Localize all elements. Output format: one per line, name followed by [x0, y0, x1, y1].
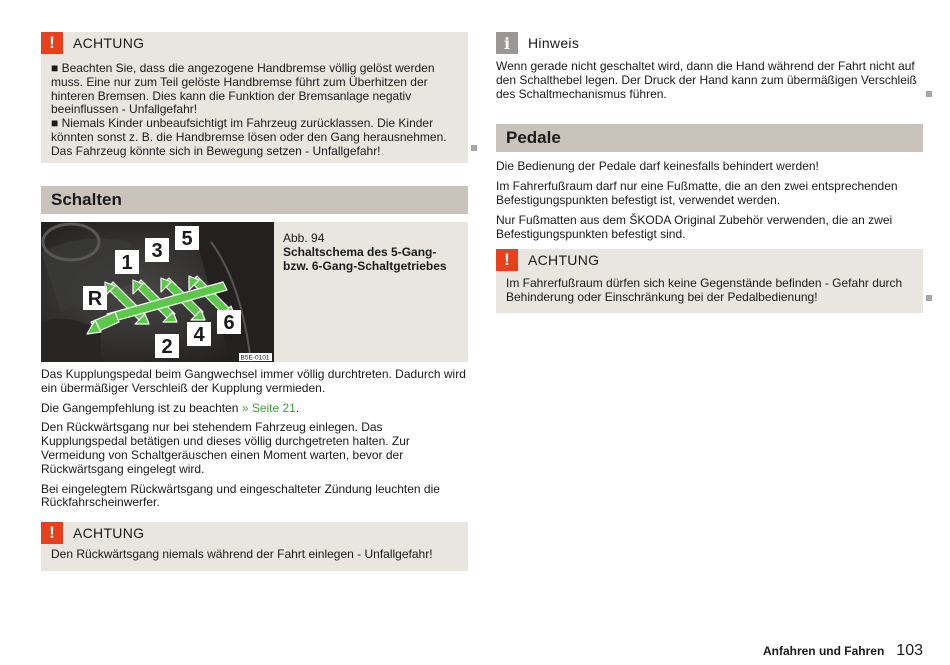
figure-caption	[283, 231, 463, 273]
figure-number: Abb. 94	[283, 231, 325, 245]
page-link[interactable]: » Seite 21	[241, 400, 296, 415]
gear-shift-diagram	[41, 222, 274, 362]
warning-icon: !	[496, 249, 518, 271]
paragraph: Bei eingelegtem Rückwärtsgang und eingeschalteter Zündung leuchten die Rückfahrscheinwerfer.	[41, 481, 440, 510]
section-heading-schalten: Schalten	[41, 186, 468, 214]
schalten-text	[41, 368, 468, 510]
gear-label: 5	[181, 228, 193, 250]
paragraph: Das Kupplungspedal beim Gangwechsel immer völlig durchtreten. Dadurch wird ein übermäßiger Verschleiß der Kupplung vermieden.	[41, 367, 466, 395]
paragraph: Nur Fußmatten aus dem ŠKODA Original Zubehör verwenden, die an zwei Befestigungspunkten befestigt sind.	[496, 212, 893, 241]
warning-box-handbrake	[41, 32, 468, 163]
paragraph	[41, 402, 468, 416]
note-body: Wenn gerade nicht geschaltet wird, dann die Hand während der Fahrt nicht auf den Schalthebel legen. Der Druck der Hand kann zum übermäßigen Verschleiß des Schaltmechanismus führen.	[496, 59, 917, 101]
paragraph: Die Bedienung der Pedale darf keinesfalls behindert werden!	[496, 159, 819, 174]
gear-label: 2	[161, 336, 173, 358]
warning-body: Im Fahrerfußraum dürfen sich keine Gegenstände befinden - Gefahr durch Behinderung oder Einschränkung bei der Pedalbedienung!	[506, 276, 903, 305]
gear-label: 3	[151, 240, 163, 262]
figure-gear-shift	[41, 222, 468, 362]
warning-title: ACHTUNG	[528, 252, 600, 269]
figure-code: B5E-0101	[240, 354, 270, 362]
left-column	[41, 32, 468, 571]
gear-label: 6	[223, 312, 235, 334]
paragraph: Im Fahrerfußraum darf nur eine Fußmatte, die an den zwei entsprechenden Befestigungspunkten befestigt ist, verwendet werden.	[496, 179, 898, 207]
page-number: 103	[896, 642, 923, 659]
footer-section-title: Anfahren und Fahren	[762, 644, 885, 658]
gear-label: 1	[121, 252, 133, 274]
pedale-text	[496, 160, 923, 241]
warning-icon: !	[41, 32, 63, 54]
note-box	[496, 32, 923, 101]
right-column	[496, 32, 923, 313]
warning-box-pedals	[496, 249, 923, 313]
warning-bullet: ■ Beachten Sie, dass die angezogene Handbremse völlig gelöst werden muss. Eine nur zum Teil gelöste Handbremse führt zum Überhitzen der hinteren Bremsen. Dies kann die Funktion der Bremsanlage negativ beeinflussen - Unfallgefahr!	[51, 61, 435, 117]
paragraph: Den Rückwärtsgang nur bei stehendem Fahrzeug einlegen. Das Kupplungspedal betätigen und dieses völlig durchgetreten halten. Zur Vermeidung von Schaltgeräuschen einen Moment warten, bevor der Rückwärtsgang eingelegt wird.	[41, 420, 410, 476]
section-heading-pedale: Pedale	[496, 124, 923, 152]
warning-body	[51, 60, 458, 159]
warning-icon: !	[41, 522, 63, 544]
paragraph-end: .	[295, 400, 300, 415]
gear-label: R	[87, 288, 103, 310]
warning-box-reverse	[41, 522, 468, 571]
page-footer	[763, 642, 923, 660]
figure-title: Schaltschema des 5-Gang- bzw. 6-Gang-Schaltgetriebes	[283, 245, 447, 273]
warning-body: Den Rückwärtsgang niemals während der Fahrt einlegen - Unfallgefahr!	[51, 547, 433, 562]
end-marker	[926, 295, 932, 301]
end-marker	[926, 91, 932, 97]
warning-title: ACHTUNG	[73, 525, 145, 542]
end-marker	[471, 145, 477, 151]
note-title: Hinweis	[528, 35, 580, 51]
gear-label: 4	[193, 324, 205, 346]
warning-bullet: ■ Niemals Kinder unbeaufsichtigt im Fahrzeug zurücklassen. Die Kinder könnten sonst z. B. die Handbremse lösen oder den Gang herausnehmen. Das Fahrzeug könnte sich in Bewegung setzen - Unfallgefahr!	[51, 116, 447, 158]
warning-title: ACHTUNG	[73, 35, 145, 51]
info-icon: i	[496, 32, 518, 54]
paragraph-text: Die Gangempfehlung ist zu beachten	[41, 400, 239, 415]
